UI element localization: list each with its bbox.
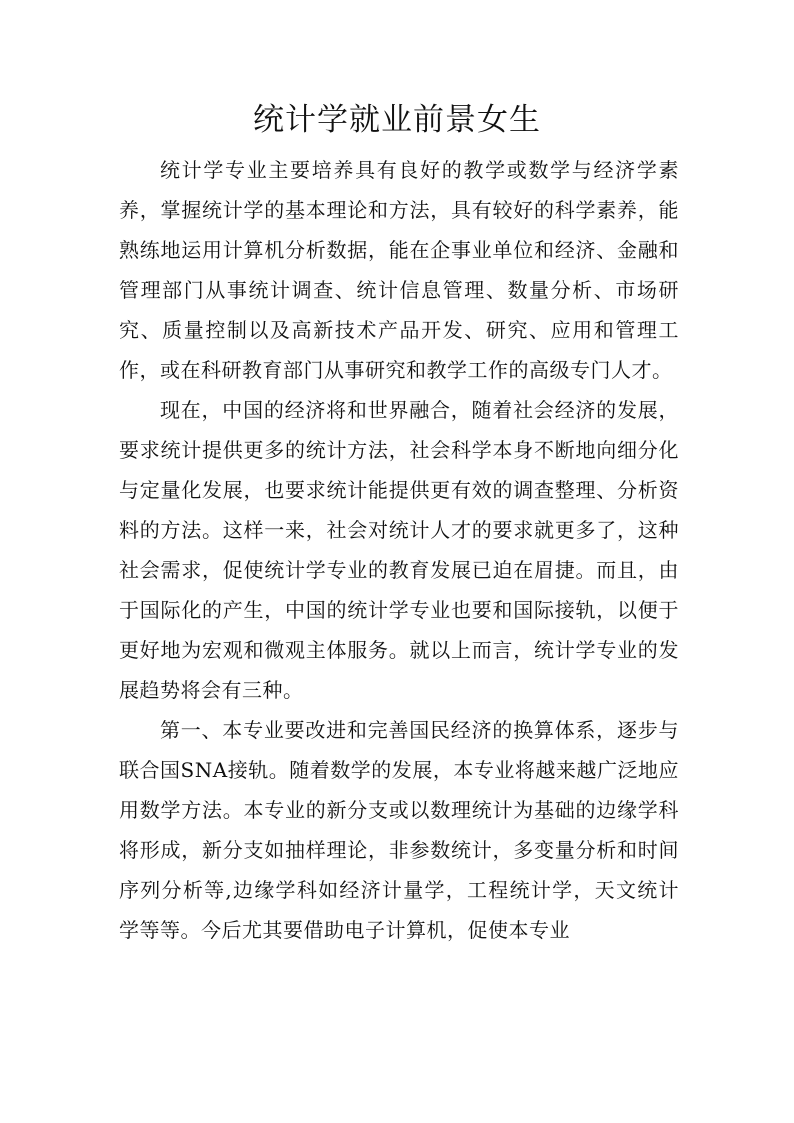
document-body <box>119 150 679 950</box>
paragraph-2: 现在，中国的经济将和世界融合，随着社会经济的发展，要求统计提供更多的统计方法，社会科学本身不断地向细分化与定量化发展，也要求统计能提供更有效的调查整理、分析资料的方法。这样一来，社会对统计人才的要求就更多了，这种社会需求，促使统计学专业的教育发展已迫在眉捷。而且，由于国际化的产生，中国的统计学专业也要和国际接轨，以便于更好地为宏观和微观主体服务。就以上而言，统计学专业的发展趋势将会有三种。 <box>119 398 679 702</box>
paragraph-3: 第一、本专业要改进和完善国民经济的换算体系，逐步与联合国SNA接轨。随着数学的发展，本专业将越来越广泛地应用数学方法。本专业的新分支或以数理统计为基础的边缘学科将形成，新分支如抽样理论，非参数统计，多变量分析和时间序列分析等,边缘学科如经济计量学，工程统计学，天文统计学等等。今后尤其要借助电子计算机，促使本专业 <box>119 718 679 942</box>
document-title: 统计学就业前景女生 <box>253 102 541 138</box>
paragraph-1: 统计学专业主要培养具有良好的教学或数学与经济学素养，掌握统计学的基本理论和方法，具有较好的科学素养，能熟练地运用计算机分析数据，能在企事业单位和经济、金融和管理部门从事统计调查、统计信息管理、数量分析、市场研究、质量控制以及高新技术产品开发、研究、应用和管理工作，或在科研教育部门从事研究和教学工作的高级专门人才。 <box>119 158 679 382</box>
